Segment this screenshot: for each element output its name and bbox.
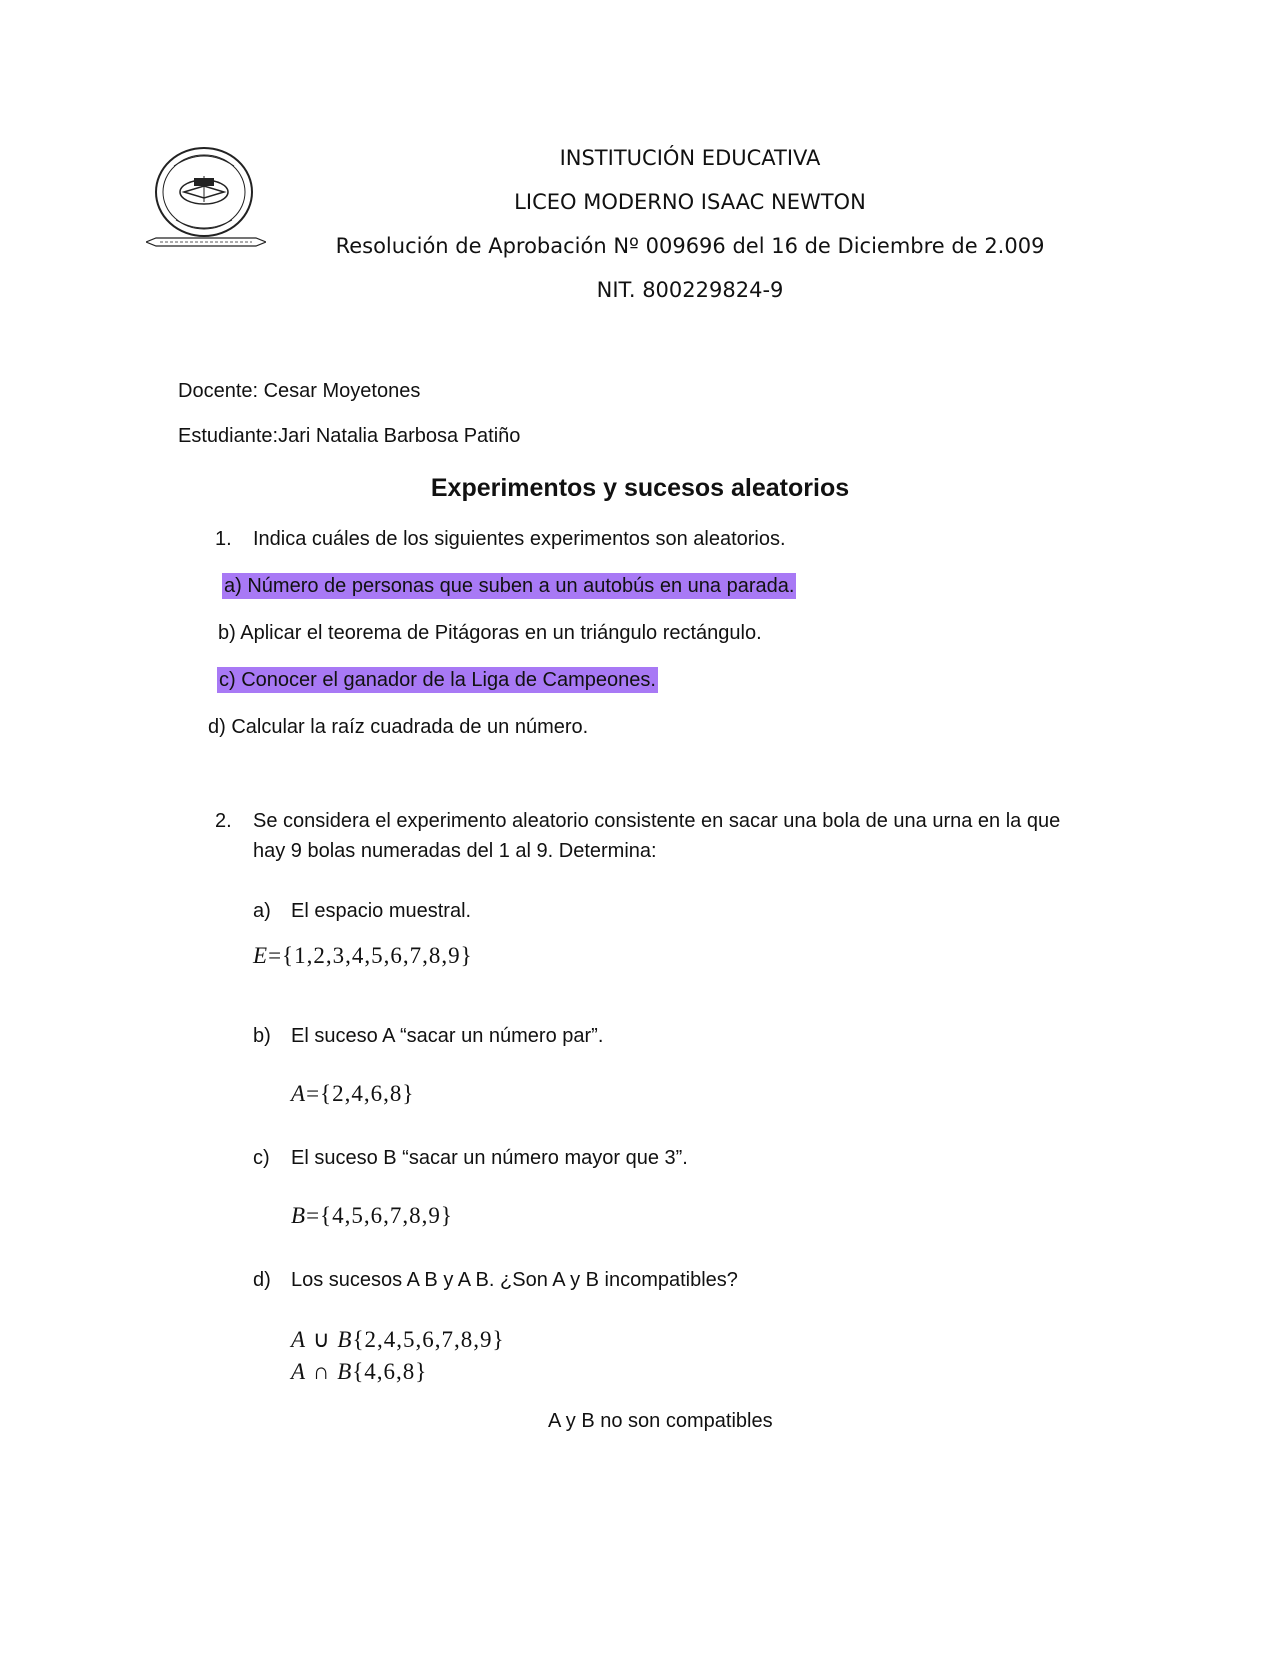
event-b-formula xyxy=(291,1203,453,1229)
question-2-line1 xyxy=(215,810,1060,833)
event-a-formula xyxy=(291,1081,414,1107)
intersection-a-var: A xyxy=(291,1359,307,1384)
q2-part-d xyxy=(253,1269,738,1292)
resolution-line: Resolución de Aprobación Nº 009696 del 16 de Diciembre de 2.009 xyxy=(335,234,1045,258)
teacher-line: Docente: Cesar Moyetones xyxy=(178,380,421,402)
question-2-text-1: Se considera el experimento aleatorio consistente en sacar una bola de una urna en la que xyxy=(253,810,1061,832)
q2-d-label: d) xyxy=(253,1269,271,1291)
q1-option-a-highlighted: a) Número de personas que suben a un autobús en una parada. xyxy=(224,575,795,597)
q2-part-a xyxy=(253,900,471,923)
document-title: Experimentos y sucesos aleatorios xyxy=(430,474,850,502)
sample-space-set: ={1,2,3,4,5,6,7,8,9} xyxy=(268,943,473,968)
q2-a-label: a) xyxy=(253,900,271,922)
q1-option-c xyxy=(217,669,658,692)
q1-option-d: d) Calcular la raíz cuadrada de un número. xyxy=(208,716,589,738)
union-set: {2,4,5,6,7,8,9} xyxy=(352,1327,505,1352)
q1-option-c-highlighted: c) Conocer el ganador de la Liga de Campeones. xyxy=(219,669,656,691)
q1-option-a xyxy=(222,575,796,598)
q2-part-c xyxy=(253,1147,688,1170)
question-2-number: 2. xyxy=(215,810,232,832)
sample-space-var: E xyxy=(253,943,269,968)
event-a-var: A xyxy=(291,1081,307,1106)
conclusion-text: A y B no son compatibles xyxy=(548,1410,773,1432)
q2-c-text: El suceso B “sacar un número mayor que 3”. xyxy=(291,1147,688,1169)
intersection-symbol: ∩ xyxy=(306,1359,338,1384)
nit-line: NIT. 800229824-9 xyxy=(596,278,784,302)
event-a-set: ={2,4,6,8} xyxy=(306,1081,415,1106)
student-line: Estudiante:Jari Natalia Barbosa Patiño xyxy=(178,425,521,447)
question-1-text: Indica cuáles de los siguientes experimentos son aleatorios. xyxy=(253,528,786,550)
question-1-number: 1. xyxy=(215,528,232,550)
intersection-set: {4,6,8} xyxy=(352,1359,428,1384)
sample-space-formula xyxy=(253,943,473,969)
q2-c-label: c) xyxy=(253,1147,270,1169)
intersection-b-var: B xyxy=(337,1359,353,1384)
union-b-var: B xyxy=(337,1327,353,1352)
q2-d-text: Los sucesos A B y A B. ¿Son A y B incompatibles? xyxy=(291,1269,738,1291)
school-name-line: LICEO MODERNO ISAAC NEWTON xyxy=(514,190,866,214)
union-a-var: A xyxy=(291,1327,307,1352)
union-formula xyxy=(291,1327,505,1353)
event-b-set: ={4,5,6,7,8,9} xyxy=(306,1203,453,1228)
question-2-text-2: hay 9 bolas numeradas del 1 al 9. Determina: xyxy=(253,840,657,862)
event-b-var: B xyxy=(291,1203,307,1228)
question-1 xyxy=(215,528,786,551)
q1-option-b: b) Aplicar el teorema de Pitágoras en un triángulo rectángulo. xyxy=(218,622,762,644)
intersection-formula xyxy=(291,1359,427,1385)
q2-b-label: b) xyxy=(253,1025,271,1047)
q2-a-text: El espacio muestral. xyxy=(291,900,472,922)
institution-line: INSTITUCIÓN EDUCATIVA xyxy=(559,146,821,170)
union-symbol: ∪ xyxy=(306,1327,338,1352)
q2-b-text: El suceso A “sacar un número par”. xyxy=(291,1025,604,1047)
q2-part-b xyxy=(253,1025,603,1048)
